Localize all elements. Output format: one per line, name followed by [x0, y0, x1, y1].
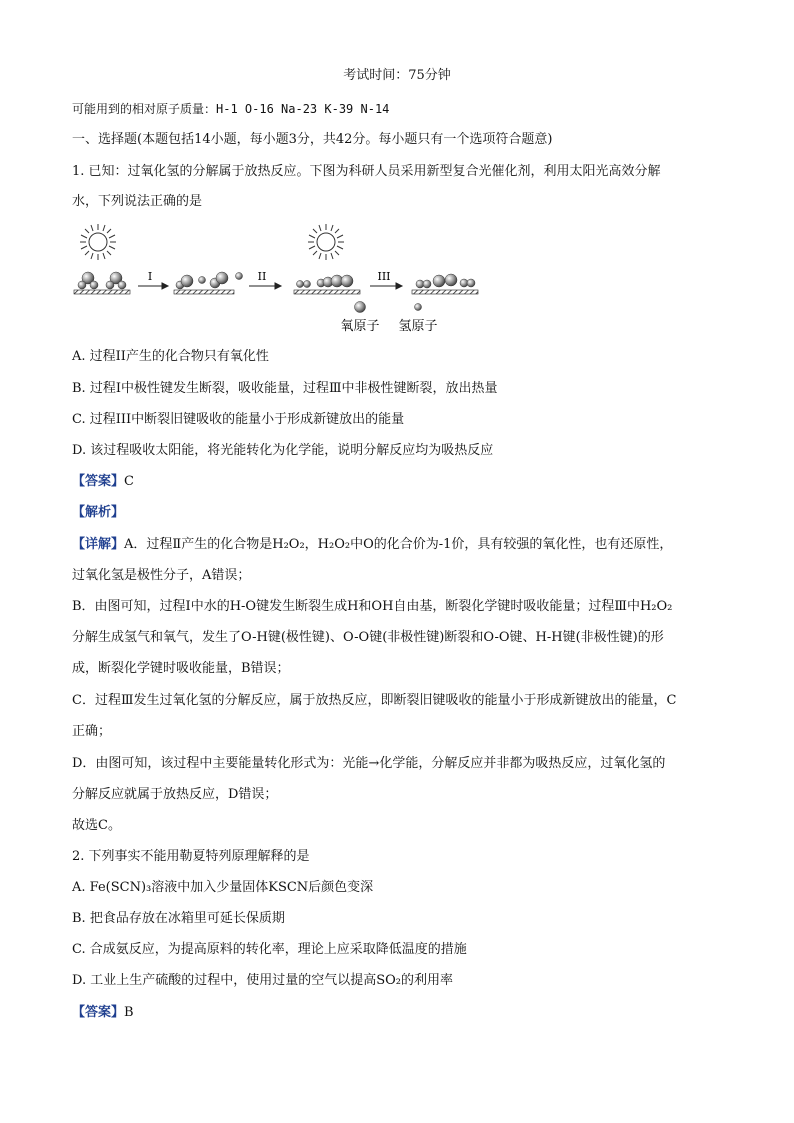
answer-value: B	[124, 1005, 134, 1020]
legend-oxygen: 氧原子	[340, 319, 380, 334]
q1-option-c: C. 过程III中断裂旧键吸收的能量小于形成新键放出的能量	[72, 412, 405, 427]
q1-detail-line: 故选C。	[72, 818, 121, 833]
catalyst-surface	[412, 290, 478, 294]
q1-detail-line	[72, 537, 722, 553]
arrow-icon	[370, 283, 402, 289]
water-molecules	[78, 272, 126, 289]
exam-time: 考试时间：75分钟	[343, 68, 451, 83]
catalyst-surface	[174, 290, 234, 294]
q2-option-c: C. 合成氨反应，为提高原料的转化率，理论上应采取降低温度的措施	[72, 942, 467, 957]
q1-option-d: D. 该过程吸收太阳能，将光能转化为化学能，说明分解反应均为吸热反应	[72, 443, 494, 458]
q1-detail-line: 分解反应就属于放热反应，D错误；	[72, 787, 278, 802]
q1-option-b: B. 过程I中极性键发生断裂，吸收能量，过程Ⅲ中非极性键断裂，放出热量	[72, 381, 498, 396]
q1-detail-line: 成，断裂化学键时吸收能量，B错误；	[72, 661, 290, 676]
analysis-label: 【解析】	[72, 505, 125, 520]
catalyst-surface	[294, 290, 360, 294]
sun-icon	[308, 224, 344, 260]
step-1-label: I	[147, 270, 153, 283]
answer-value: C	[124, 474, 134, 489]
detail-label: 【详解】	[72, 537, 125, 552]
q1-stem-line1: 1. 已知：过氧化氢的分解属于放热反应。下图为科研人员采用新型复合光催化剂，利用太阳光高效分解	[72, 164, 661, 179]
q1-detail-line: 分解生成氢气和氧气，发生了O-H键(极性键)、O-O键(非极性键)断裂和O-O键、H-H键(非极性键)的形	[72, 630, 664, 645]
q2-option-d: D. 工业上生产硫酸的过程中，使用过量的空气以提高SO₂的利用率	[72, 973, 453, 988]
q1-detail-line: D．由图可知，该过程中主要能量转化形式为：光能→化学能，分解反应并非都为吸热反应，过氧化氢的	[72, 756, 666, 771]
answer-label: 【答案】	[72, 1005, 125, 1020]
arrow-icon	[138, 283, 168, 289]
q1-option-a: A. 过程II产生的化合物只有氧化性	[72, 349, 269, 364]
q2-stem: 2. 下列事实不能用勒夏特列原理解释的是	[72, 849, 310, 864]
q1-detail-line: B．由图可知，过程Ⅰ中水的H-O键发生断裂生成H和OH自由基，断裂化学键时吸收能量；过程Ⅲ中H₂O₂	[72, 599, 673, 614]
q1-detail-line: 过氧化氢是极性分子，A错误；	[72, 568, 251, 583]
q1-answer	[72, 474, 722, 490]
legend-hydrogen: 氢原子	[398, 319, 438, 334]
q2-option-a: A. Fe(SCN)₃溶液中加入少量固体KSCN后颜色变深	[72, 880, 374, 895]
q1-detail-line: 正确；	[72, 724, 112, 739]
answer-label: 【答案】	[72, 474, 125, 489]
atomic-masses: 可能用到的相对原子质量：H-1 O-16 Na-23 K-39 N-14	[72, 102, 390, 116]
q1-detail-line: C．过程Ⅲ发生过氧化氢的分解反应，属于放热反应，即断裂旧键吸收的能量小于形成新键放出的能量，C	[72, 693, 677, 708]
step-3-label: III	[377, 270, 391, 283]
q1-analysis-label	[72, 505, 722, 521]
arrow-icon	[249, 283, 281, 289]
q2-option-b: B. 把食品存放在冰箱里可延长保质期	[72, 911, 285, 926]
catalyst-surface	[74, 290, 130, 294]
q1-stem-line2: 水，下列说法正确的是	[72, 194, 203, 209]
step-2-label: II	[257, 270, 267, 283]
q2-answer	[72, 1005, 722, 1021]
detail-text: A．过程Ⅱ产生的化合物是H₂O₂，H₂O₂中O的化合价为-1价，具有较强的氧化性，也有还原性，	[124, 537, 673, 552]
adsorbed-species	[176, 272, 243, 289]
sun-icon	[80, 224, 116, 260]
photocatalysis-diagram	[72, 222, 492, 342]
section-title: 一、选择题(本题包括14小题，每小题3分，共42分。每小题只有一个选项符合题意)	[72, 132, 553, 147]
